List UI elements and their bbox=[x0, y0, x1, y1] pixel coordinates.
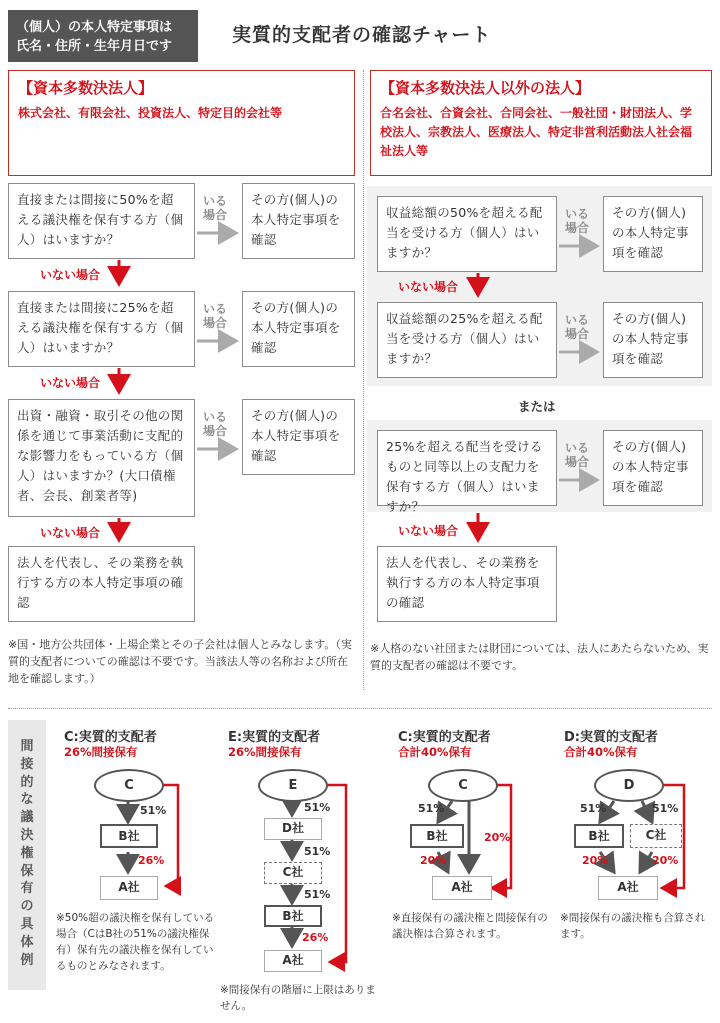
right-category-heading: 【資本多数決法人以外の法人】 bbox=[380, 79, 591, 97]
left-confirm-3: その方(個人)の本人特定事項を確認 bbox=[242, 399, 355, 475]
right-final-step: 法人を代表し、その業務を執行する方の本人特定事項の確認 bbox=[377, 546, 557, 622]
ex2-note: ※間接保有の階層に上限はありません。 bbox=[220, 984, 376, 1012]
ex1-note: ※50%超の議決権を保有している場合（CはB社の51%の議決権保有）保有先の議決権を保有しているものとみなされます。 bbox=[56, 912, 215, 972]
left-yes-label-3: いる 場合 bbox=[202, 410, 227, 438]
ex2-pct-3: 51% bbox=[304, 888, 331, 901]
ex4-pct-4: 20% bbox=[652, 854, 679, 867]
ex2-node-bottom: A社 bbox=[264, 950, 322, 972]
ex1-subtitle: 26%間接保有 bbox=[64, 745, 138, 759]
right-note: ※人格のない社団または財団については、法人にあたらないため、実質的支配者の確認は不要です。 bbox=[370, 642, 709, 672]
side-title-char: 的 bbox=[20, 774, 34, 790]
ex1-node-top: C bbox=[94, 769, 164, 802]
left-question-3: 出資・融資・取引その他の関係を通じて事業活動に支配的な影響力をもっている方（個人）はいますか？(大口債権者、会長、創業者等) bbox=[8, 399, 195, 517]
side-title-char: 体 bbox=[20, 934, 34, 950]
ex2-pct-4: 26% bbox=[302, 931, 329, 944]
ex1-title: C:実質的支配者 bbox=[64, 730, 157, 745]
right-yes-label-2: いる 場合 bbox=[564, 313, 589, 341]
ex4-pct-3: 20% bbox=[582, 854, 609, 867]
ex3-note: ※直接保有の議決権と間接保有の議決権は合算されます。 bbox=[392, 912, 548, 940]
ex2-subtitle: 26%間接保有 bbox=[228, 745, 302, 759]
ex2-pct-1: 51% bbox=[304, 801, 331, 814]
side-title-char: 議 bbox=[20, 810, 34, 826]
ex4-title: D:実質的支配者 bbox=[564, 730, 658, 745]
ex2-title: E:実質的支配者 bbox=[228, 730, 321, 745]
right-no-label-1: いない場合 bbox=[398, 280, 459, 294]
ex3-node-mid: B社 bbox=[410, 824, 464, 848]
ex3-title: C:実質的支配者 bbox=[398, 730, 491, 745]
left-no-label-2: いない場合 bbox=[40, 376, 101, 390]
ex2-node-3: B社 bbox=[264, 905, 322, 927]
ex3-node-bottom: A社 bbox=[432, 876, 492, 900]
ex2-node-top: E bbox=[258, 769, 328, 802]
left-yes-label-2: いる 場合 bbox=[202, 302, 227, 330]
ex1-pct-1: 51% bbox=[140, 804, 167, 817]
ex3-pct-3: 20% bbox=[484, 831, 511, 844]
ex1-node-bottom: A社 bbox=[100, 876, 158, 900]
ex3-pct-2: 20% bbox=[420, 854, 447, 867]
side-title-char: 例 bbox=[20, 952, 34, 968]
ex4-node-bottom: A社 bbox=[598, 876, 658, 900]
right-confirm-1: その方(個人)の本人特定事項を確認 bbox=[603, 196, 703, 272]
ex4-pct-1: 51% bbox=[580, 802, 607, 815]
ex4-node-top: D bbox=[594, 769, 664, 802]
right-question-2: 収益総額の25%を超える配当を受ける方（個人）はいますか？ bbox=[377, 302, 557, 378]
ex4-note: ※間接保有の議決権も合算されます。 bbox=[560, 912, 706, 940]
ex2-pct-2: 51% bbox=[304, 845, 331, 858]
side-title-char: 保 bbox=[20, 863, 34, 879]
left-yes-label-1: いる 場合 bbox=[202, 194, 227, 222]
ex2-node-1: D社 bbox=[264, 818, 322, 840]
side-title-char: 具 bbox=[20, 916, 34, 932]
right-category-types: 合名会社、合資会社、合同会社、一般社団・財団法人、学校法人、宗教法人、医療法人、特定非営利活動法人社会福祉法人等 bbox=[380, 106, 693, 158]
right-confirm-2: その方(個人)の本人特定事項を確認 bbox=[603, 302, 703, 378]
ex1-pct-2: 26% bbox=[138, 854, 165, 867]
ex3-subtitle: 合計40%保有 bbox=[398, 745, 472, 759]
left-confirm-1: その方(個人)の本人特定事項を確認 bbox=[242, 183, 355, 259]
left-category-heading: 【資本多数決法人】 bbox=[18, 79, 154, 97]
header-badge-line2: 氏名・住所・生年月日です bbox=[16, 39, 173, 54]
ex4-pct-2: 51% bbox=[652, 802, 679, 815]
left-note: ※国・地方公共団体・上場企業とその子会社は個人とみなします。（実質的支配者についての確認は不要です。当該法人等の名称および所在地を確認します。） bbox=[8, 638, 352, 685]
left-confirm-2: その方(個人)の本人特定事項を確認 bbox=[242, 291, 355, 367]
side-title-char: 接 bbox=[20, 756, 34, 772]
side-title-char: 間 bbox=[20, 739, 34, 754]
left-question-1: 直接または間接に50%を超える議決権を保有する方（個人）はいますか？ bbox=[8, 183, 195, 259]
right-yes-label-3: いる 場合 bbox=[564, 441, 589, 469]
ex1-node-mid: B社 bbox=[100, 824, 158, 848]
side-title-char: 権 bbox=[20, 845, 34, 861]
header-badge-line1: （個人）の本人特定事項は bbox=[16, 20, 173, 35]
ex4-node-mid-1: B社 bbox=[574, 824, 624, 848]
ex2-node-2: C社 bbox=[264, 862, 322, 884]
side-title-char: 有 bbox=[20, 881, 34, 897]
ex3-node-top: C bbox=[428, 769, 498, 802]
left-question-2: 直接または間接に25%を超える議決権を保有する方（個人）はいますか？ bbox=[8, 291, 195, 367]
ex4-node-mid-2: C社 bbox=[630, 824, 682, 848]
or-label: または bbox=[518, 399, 556, 414]
right-yes-label-1: いる 場合 bbox=[564, 207, 589, 235]
side-title-char: の bbox=[20, 899, 34, 915]
left-no-label-1: いない場合 bbox=[40, 268, 101, 282]
ex3-pct-1: 51% bbox=[418, 802, 445, 815]
left-no-label-3: いない場合 bbox=[40, 526, 101, 540]
left-final-step: 法人を代表し、その業務を執行する方の本人特定事項の確認 bbox=[8, 546, 195, 622]
ex4-subtitle: 合計40%保有 bbox=[564, 745, 638, 759]
right-question-3: 25%を超える配当を受けるものと同等以上の支配力を保有する方（個人）はいますか？ bbox=[377, 430, 557, 506]
side-title-char: 決 bbox=[20, 827, 34, 843]
right-confirm-3: その方(個人)の本人特定事項を確認 bbox=[603, 430, 703, 506]
left-category-types: 株式会社、有限会社、投資法人、特定目的会社等 bbox=[18, 106, 283, 120]
right-no-label-2: いない場合 bbox=[398, 524, 459, 538]
page-title: 実質的支配者の確認チャート bbox=[232, 24, 492, 46]
side-title-char: な bbox=[20, 792, 34, 808]
right-question-1: 収益総額の50%を超える配当を受ける方（個人）はいますか？ bbox=[377, 196, 557, 272]
